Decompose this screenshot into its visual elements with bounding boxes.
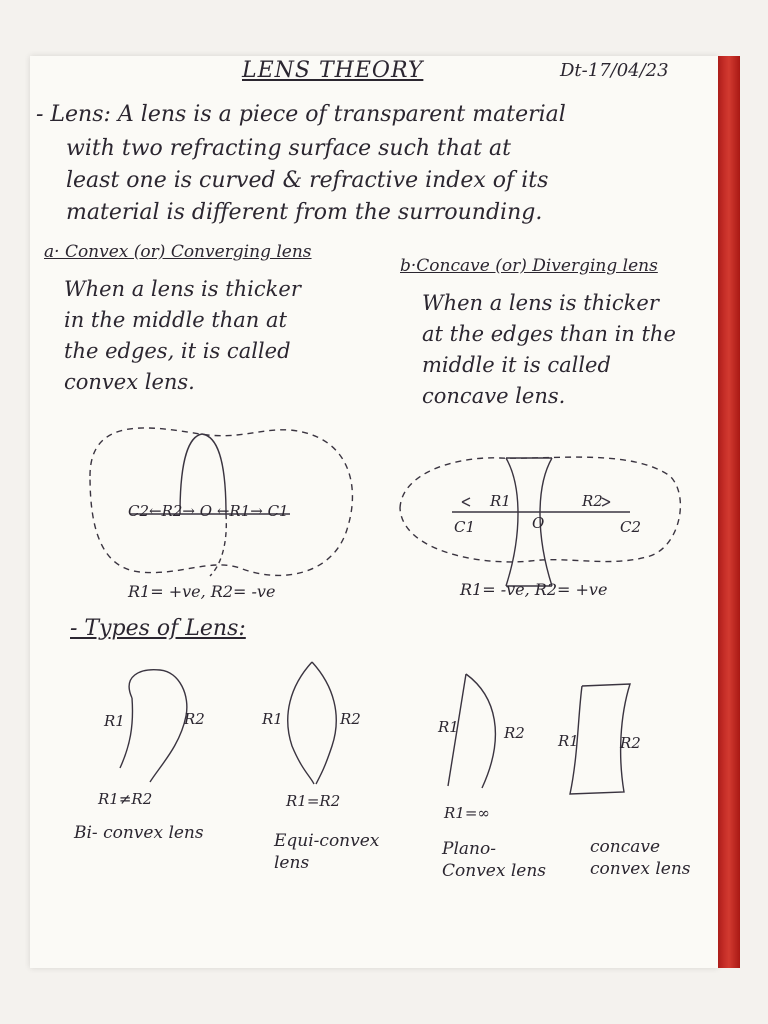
bi-convex-r1: R1 bbox=[104, 712, 125, 730]
bi-convex-name: Bi- convex lens bbox=[74, 823, 204, 843]
concave-convex-r2: R2 bbox=[620, 734, 641, 752]
concave-c2-label: C2 bbox=[620, 518, 642, 536]
concave-sign-convention: R1= -ve, R2= +ve bbox=[460, 580, 608, 599]
concave-c1-label: C1 bbox=[454, 518, 476, 536]
definition-line-2: with two refracting surface such that at bbox=[66, 136, 511, 161]
concave-heading: b·Concave (or) Diverging lens bbox=[400, 256, 658, 276]
convex-lens-lower bbox=[210, 514, 226, 576]
concave-r1-label: R1 bbox=[490, 492, 511, 510]
convex-heading: a· Convex (or) Converging lens bbox=[44, 242, 312, 262]
concave-o-label: O bbox=[532, 514, 545, 532]
plano-convex-r2: R2 bbox=[504, 724, 525, 742]
equi-convex-name: Equi-convex lens bbox=[274, 831, 380, 873]
bi-convex-lens-shape bbox=[120, 670, 187, 782]
concave-lens-shape bbox=[506, 458, 552, 586]
types-heading: - Types of Lens: bbox=[70, 616, 246, 641]
bi-convex-relation: R1≠R2 bbox=[98, 790, 153, 808]
concave-r2-label: R2 bbox=[582, 492, 603, 510]
equi-convex-relation: R1=R2 bbox=[286, 792, 341, 810]
definition-line-4: material is different from the surrounding. bbox=[66, 200, 543, 225]
convex-axis-label: C2←R2→ O ←R1→ C1 bbox=[128, 502, 289, 520]
page-title: LENS THEORY bbox=[242, 58, 424, 83]
concave-description: When a lens is thicker at the edges than in the middle it is called concave lens. bbox=[422, 291, 676, 408]
plano-convex-name: Plano- Convex lens bbox=[442, 839, 547, 881]
definition-line-1: - Lens: A lens is a piece of transparent material bbox=[36, 102, 566, 127]
page-date: Dt-17/04/23 bbox=[560, 60, 669, 81]
bi-convex-r2: R2 bbox=[184, 710, 205, 728]
equi-convex-r1: R1 bbox=[262, 710, 283, 728]
plano-convex-relation: R1=∞ bbox=[444, 804, 490, 822]
red-fabric-edge bbox=[718, 56, 740, 968]
equi-convex-lens-shape bbox=[288, 662, 337, 784]
concave-convex-r1: R1 bbox=[558, 732, 579, 750]
definition-line-3: least one is curved & refractive index of its bbox=[66, 168, 549, 193]
notebook-page bbox=[30, 56, 718, 968]
convex-sign-convention: R1= +ve, R2= -ve bbox=[128, 582, 276, 601]
convex-description: When a lens is thicker in the middle than at the edges, it is called convex lens. bbox=[64, 277, 301, 394]
plano-convex-r1: R1 bbox=[438, 718, 459, 736]
equi-convex-r2: R2 bbox=[340, 710, 361, 728]
concave-convex-name: concave convex lens bbox=[590, 837, 691, 879]
